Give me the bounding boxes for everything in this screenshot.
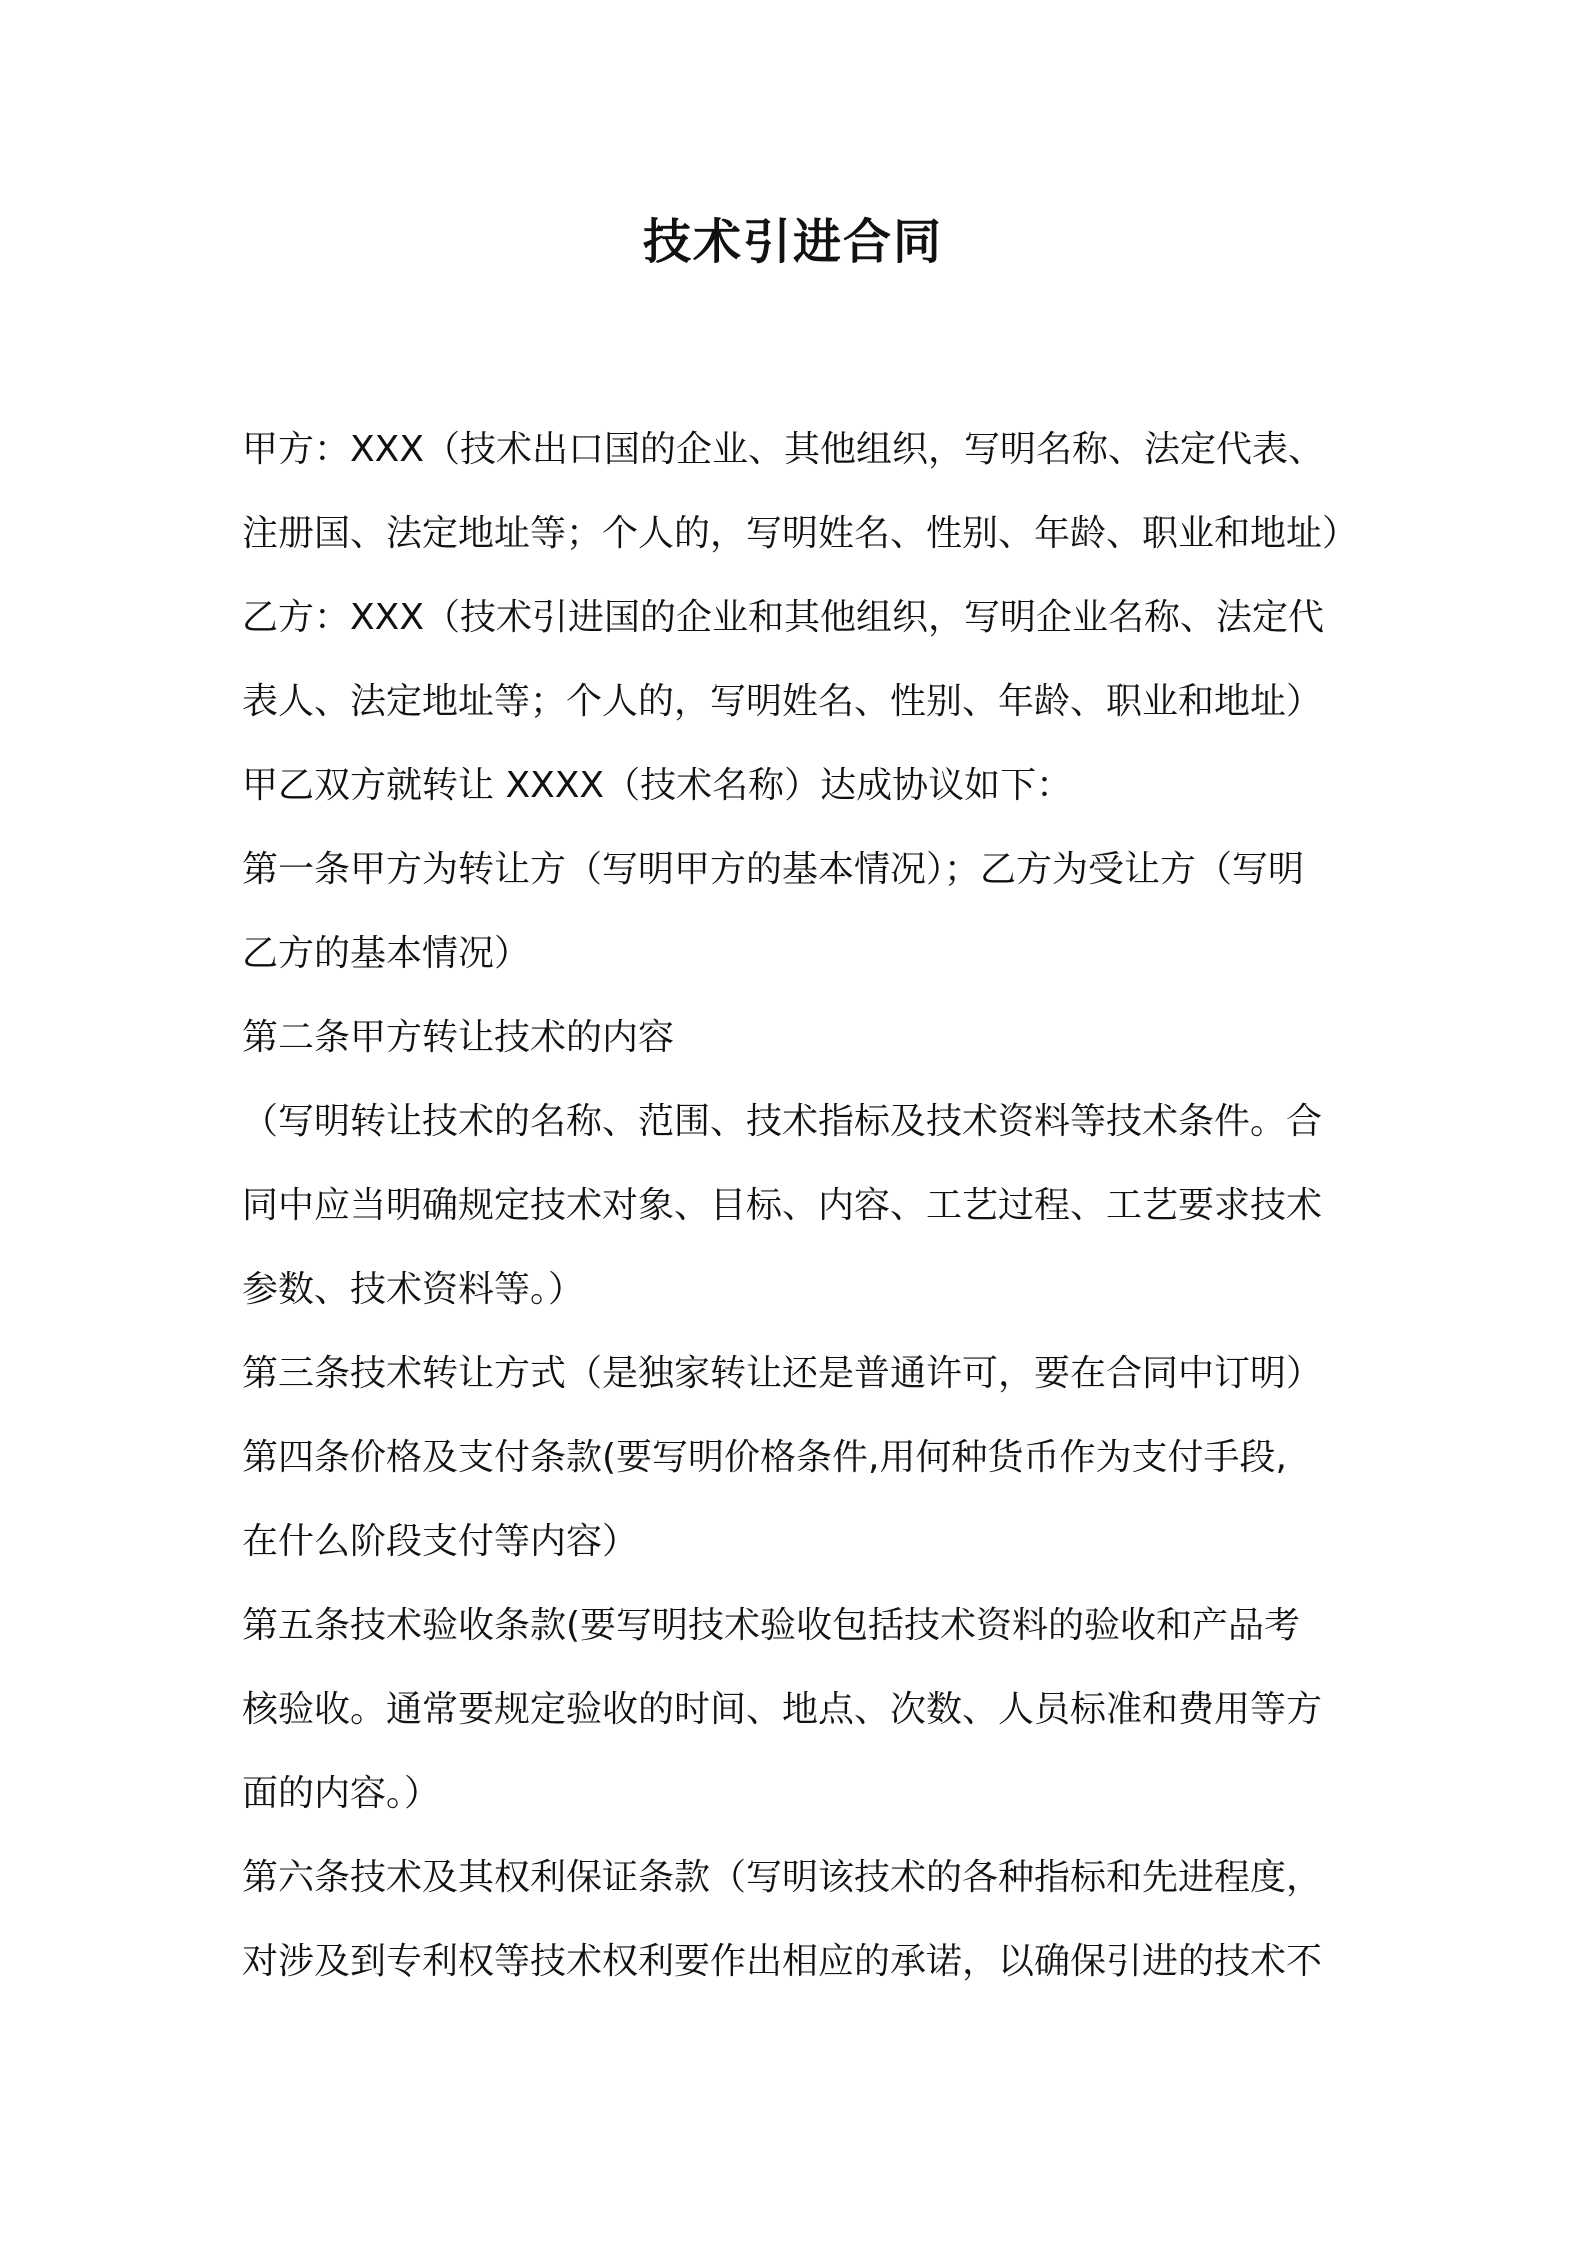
text-line: 在什么阶段支付等内容）	[242, 1521, 639, 1562]
document-title: 技术引进合同	[642, 214, 943, 270]
text-line: （写明转让技术的名称、范围、技术指标及技术资料等技术条件。合	[242, 1101, 1323, 1142]
text-line: 乙方的基本情况）	[242, 933, 531, 974]
text-line: 同中应当明确规定技术对象、目标、内容、工艺过程、工艺要求技术	[242, 1185, 1323, 1226]
text-line: 甲乙双方就转让 XXXX（技术名称）达成协议如下：	[242, 765, 1073, 806]
text-line: 面的内容。）	[242, 1773, 441, 1814]
text-line: 第五条技术验收条款(要写明技术验收包括技术资料的验收和产品考	[242, 1605, 1301, 1646]
text-line: 对涉及到专利权等技术权利要作出相应的承诺，以确保引进的技术不	[242, 1941, 1323, 1982]
text-line: 甲方：XXX（技术出口国的企业、其他组织，写明名称、法定代表、	[242, 429, 1324, 470]
text-line: 乙方：XXX（技术引进国的企业和其他组织，写明企业名称、法定代	[242, 597, 1324, 638]
text-line: 第二条甲方转让技术的内容	[242, 1017, 675, 1058]
document-body	[242, 408, 1362, 2004]
text-line: 表人、法定地址等；个人的，写明姓名、性别、年龄、职业和地址）	[242, 681, 1323, 722]
text-line: 参数、技术资料等。）	[242, 1269, 585, 1310]
text-line: 第六条技术及其权利保证条款（写明该技术的各种指标和先进程度，	[242, 1857, 1323, 1898]
text-line: 第三条技术转让方式（是独家转让还是普通许可，要在合同中订明）	[242, 1353, 1323, 1394]
text-line: 核验收。通常要规定验收的时间、地点、次数、人员标准和费用等方	[242, 1689, 1323, 1730]
text-line: 第四条价格及支付条款(要写明价格条件,用何种货币作为支付手段,	[242, 1437, 1287, 1478]
text-line: 注册国、法定地址等；个人的，写明姓名、性别、年龄、职业和地址）	[242, 513, 1359, 554]
text-line: 第一条甲方为转让方（写明甲方的基本情况）；乙方为受让方（写明	[242, 849, 1305, 890]
